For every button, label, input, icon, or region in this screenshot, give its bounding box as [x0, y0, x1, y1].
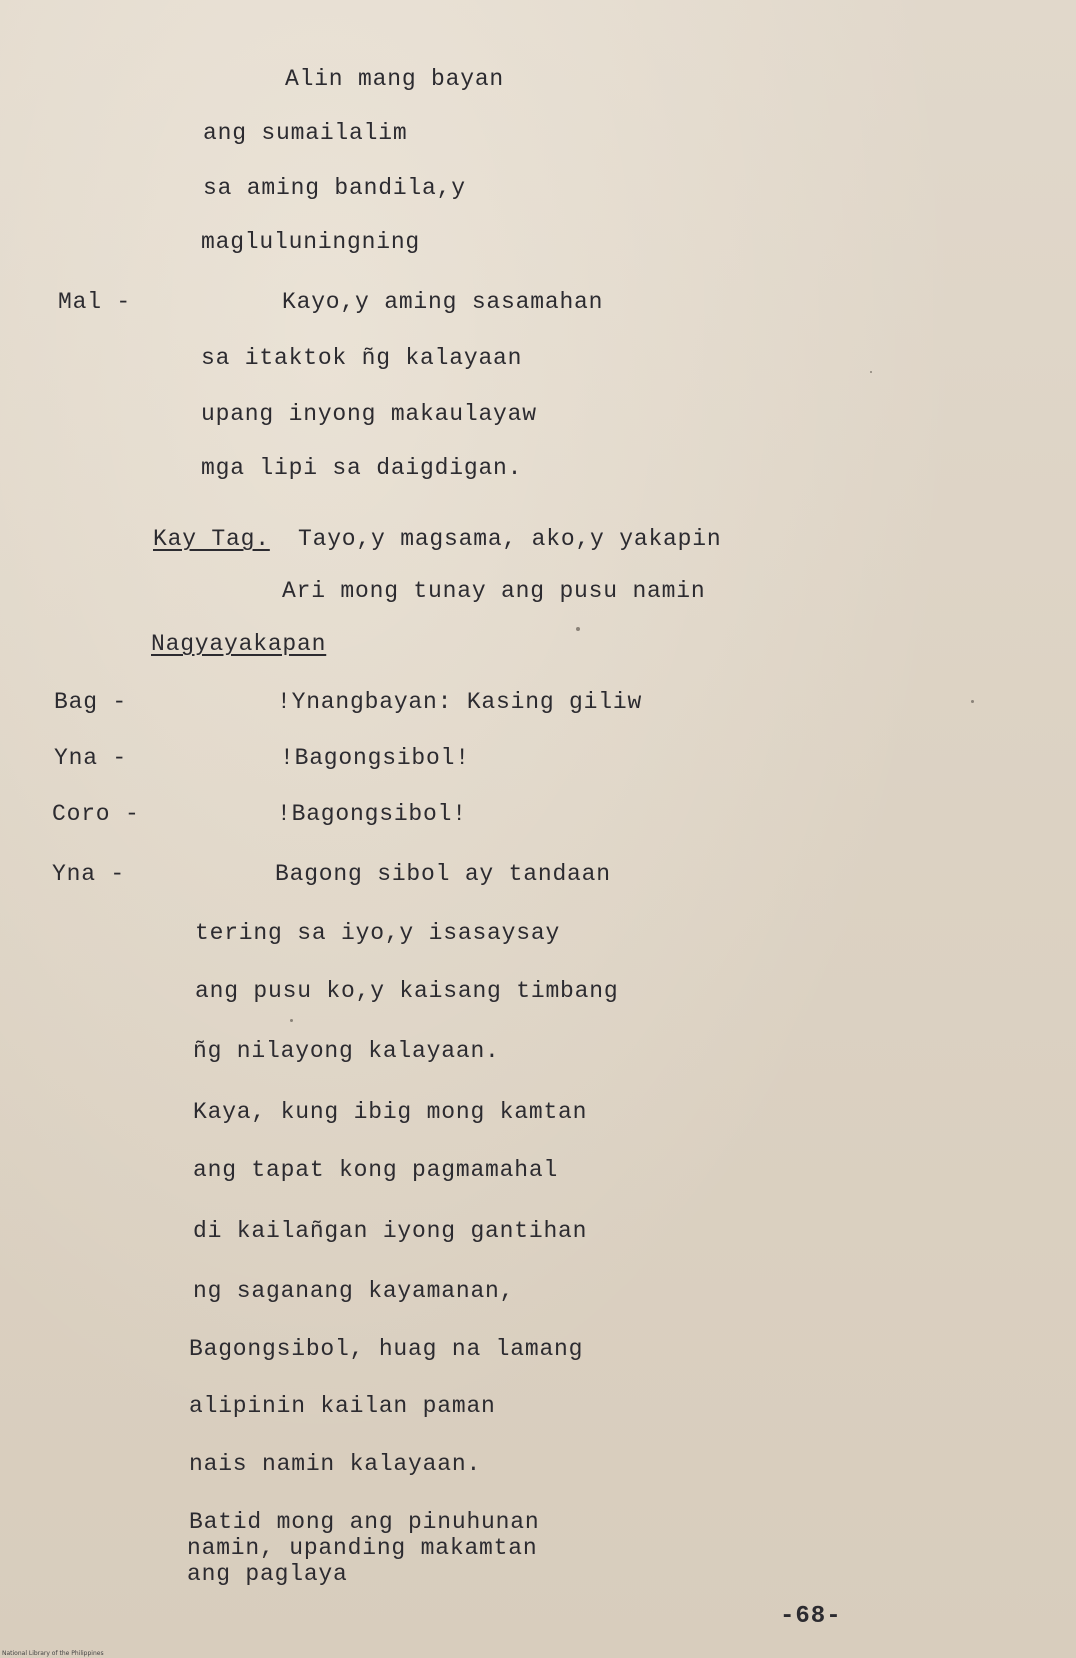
- text-line: ng saganang kayamanan,: [193, 1278, 515, 1304]
- text-line: alipinin kailan paman: [189, 1393, 496, 1419]
- text-line: di kailañgan iyong gantihan: [193, 1218, 588, 1244]
- text-line: Bagongsibol, huag na lamang: [189, 1336, 584, 1362]
- text-line: Ari mong tunay ang pusu namin: [282, 578, 706, 604]
- text-line: sa aming bandila,y: [203, 175, 466, 201]
- speaker-mal: Mal -: [58, 289, 132, 315]
- speaker-coro: Coro -: [52, 801, 140, 827]
- text-line: mga lipi sa daigdigan.: [201, 455, 523, 481]
- stage-direction: Nagyayakapan: [151, 631, 327, 657]
- speaker-yna: Yna -: [52, 861, 126, 887]
- text-line: ang sumailalim: [203, 120, 408, 146]
- text-line: !Bagongsibol!: [280, 745, 470, 771]
- footer-credit: National Library of the Philippines: [2, 1650, 104, 1657]
- text-line: sa itaktok ñg kalayaan: [201, 345, 523, 371]
- paper-speck: [576, 627, 580, 631]
- text-line: Bagong sibol ay tandaan: [275, 861, 611, 887]
- text-line: tering sa iyo,y isasaysay: [195, 920, 561, 946]
- paper-speck: [971, 700, 974, 703]
- speaker-yna: Yna -: [54, 745, 128, 771]
- speaker-kay-tag: Kay Tag.: [153, 526, 270, 552]
- text-line: ang paglaya: [187, 1561, 348, 1587]
- text-line: Tayo,y magsama, ako,y yakapin: [298, 526, 722, 552]
- text-line: nais namin kalayaan.: [189, 1451, 482, 1477]
- text-line: namin, upanding makamtan: [187, 1535, 538, 1561]
- text-line: ang pusu ko,y kaisang timbang: [195, 978, 619, 1004]
- text-line: !Bagongsibol!: [277, 801, 467, 827]
- text-line: !Ynangbayan: Kasing giliw: [277, 689, 643, 715]
- text-line: Alin mang bayan: [285, 66, 505, 92]
- text-line: Kaya, kung ibig mong kamtan: [193, 1099, 588, 1125]
- text-line: ñg nilayong kalayaan.: [193, 1038, 500, 1064]
- text-line: Kayo,y aming sasamahan: [282, 289, 604, 315]
- text-line: magluluningning: [201, 229, 421, 255]
- paper-speck: [870, 371, 872, 373]
- text-line: upang inyong makaulayaw: [201, 401, 537, 427]
- text-line: Batid mong ang pinuhunan: [189, 1509, 540, 1535]
- speaker-bag: Bag -: [54, 689, 128, 715]
- text-line: ang tapat kong pagmamahal: [193, 1157, 559, 1183]
- paper-speck: [290, 1019, 293, 1022]
- page-number: -68-: [780, 1603, 842, 1630]
